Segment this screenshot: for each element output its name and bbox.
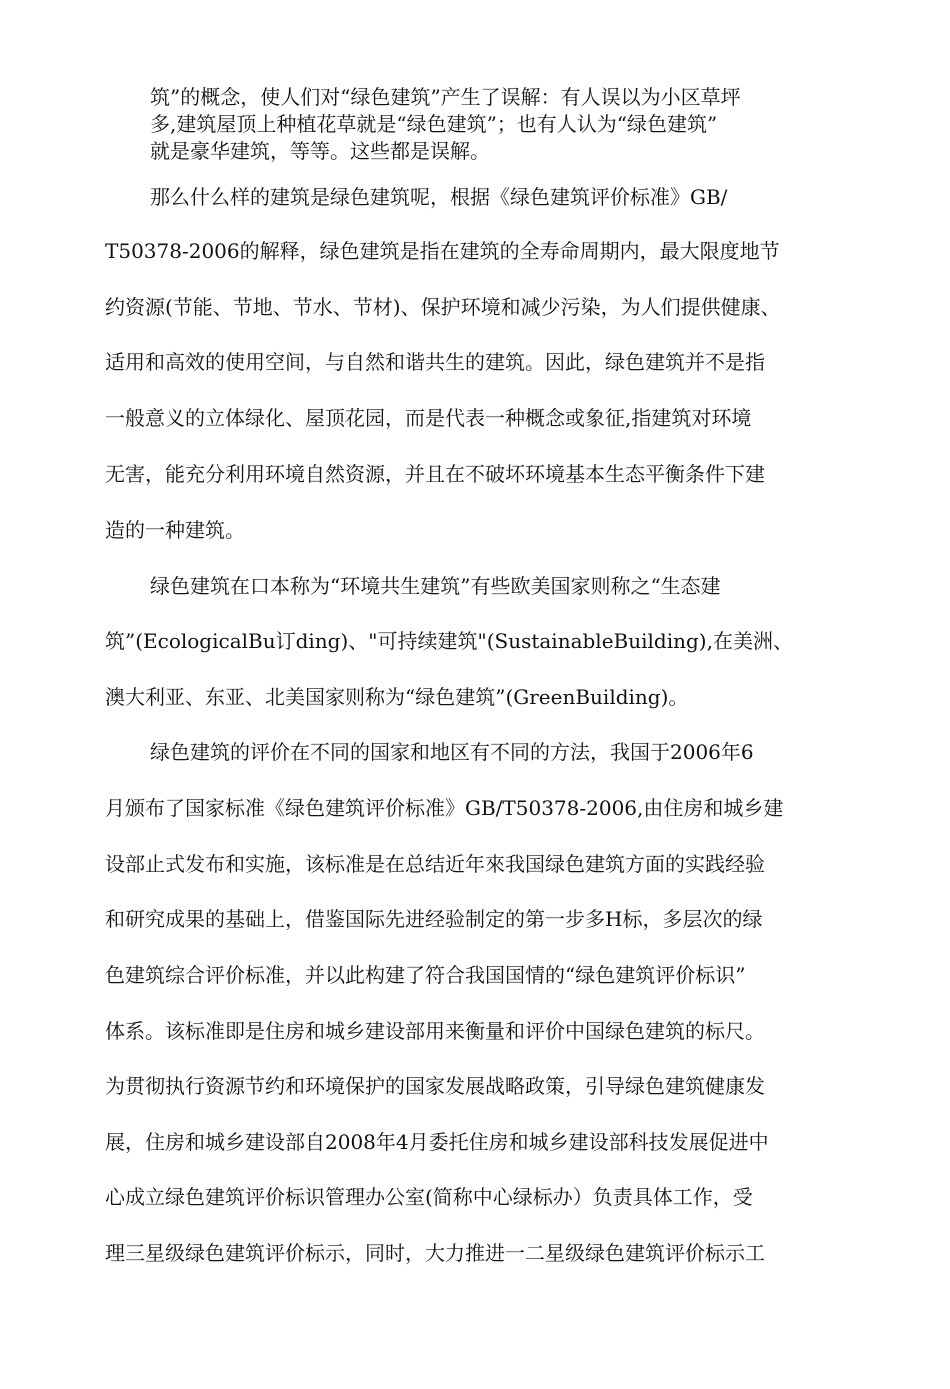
paragraph-1-line: 那么什么样的建筑是绿色建筑呢，根据《绿色建筑评价标准》GB/ [150, 185, 728, 209]
paragraph-3-line: 月颁布了国家标准《绿色建筑评价标准》GB/T50378-2006,由住房和城乡建 [105, 796, 784, 820]
paragraph-2-line: 澳大利亚、东亚、北美国家则称为“绿色建筑”(GreenBuilding)。 [105, 685, 689, 709]
text-line: 筑”的概念，使人们对“绿色建筑”产生了误解：有人误以为小区草坪 [150, 85, 741, 109]
paragraph-1-line: 无害，能充分利用环境自然资源，并且在不破坏环境基本生态平衡条件下建 [105, 462, 765, 486]
paragraph-1-line: 适用和高效的使用空间，与自然和谐共生的建筑。因此，绿色建筑并不是指 [105, 350, 765, 374]
text-line: 多,建筑屋顶上种植花草就是“绿色建筑”；也有人认为“绿色建筑” [150, 112, 718, 136]
paragraph-3-line: 为贯彻执行资源节约和环境保护的国家发展战略政策，引导绿色建筑健康发 [105, 1074, 765, 1098]
paragraph-1-line: 造的一种建筑。 [105, 518, 245, 542]
continuation-block [150, 84, 870, 165]
paragraph-1-line: 一般意义的立体绿化、屋顶花园，而是代表一种概念或象征,指建筑对环境 [105, 406, 752, 430]
paragraph-3-line: 理三星级绿色建筑评价标示，同时，大力推进一二星级绿色建筑评价标示工 [105, 1241, 765, 1265]
paragraph-2-line: 绿色建筑在口本称为“环境共生建筑”有些欧美国家则称之“生态建 [150, 574, 721, 598]
paragraph-1-line: 约资源(节能、节地、节水、节材)、保护环境和减少污染，为人们提供健康、 [105, 295, 781, 319]
paragraph-1-line: T50378-2006的解释，绿色建筑是指在建筑的全寿命周期内，最大限度地节 [105, 239, 780, 263]
paragraph-3-line: 心成立绿色建筑评价标识管理办公室(简称中心绿标办）负责具体工作，受 [105, 1185, 753, 1209]
text-line: 就是豪华建筑，等等。这些都是误解。 [150, 139, 490, 163]
paragraph-3-line: 绿色建筑的评价在不同的国家和地区有不同的方法，我国于2006年6 [150, 740, 754, 764]
paragraph-3-line: 设部止式发布和实施，该标准是在总结近年來我国绿色建筑方面的实践经验 [105, 852, 765, 876]
paragraph-3-line: 和研究成果的基础上，借鉴国际先进经验制定的第一步多H标，多层次的绿 [105, 907, 763, 931]
paragraph-3-line: 展，住房和城乡建设部自2008年4月委托住房和城乡建设部科技发展促进中 [105, 1130, 769, 1154]
paragraph-3-line: 体系。该标准即是住房和城乡建设部用来衡量和评价中国绿色建筑的标尺。 [105, 1019, 765, 1043]
paragraph-2-line: 筑”(EcologicalBu订ding)、"可持续建筑"(SustainableBuilding),在美洲、 [105, 629, 793, 653]
paragraph-3-line: 色建筑综合评价标准，并以此构建了符合我国国情的“绿色建筑评价标识” [105, 963, 746, 987]
